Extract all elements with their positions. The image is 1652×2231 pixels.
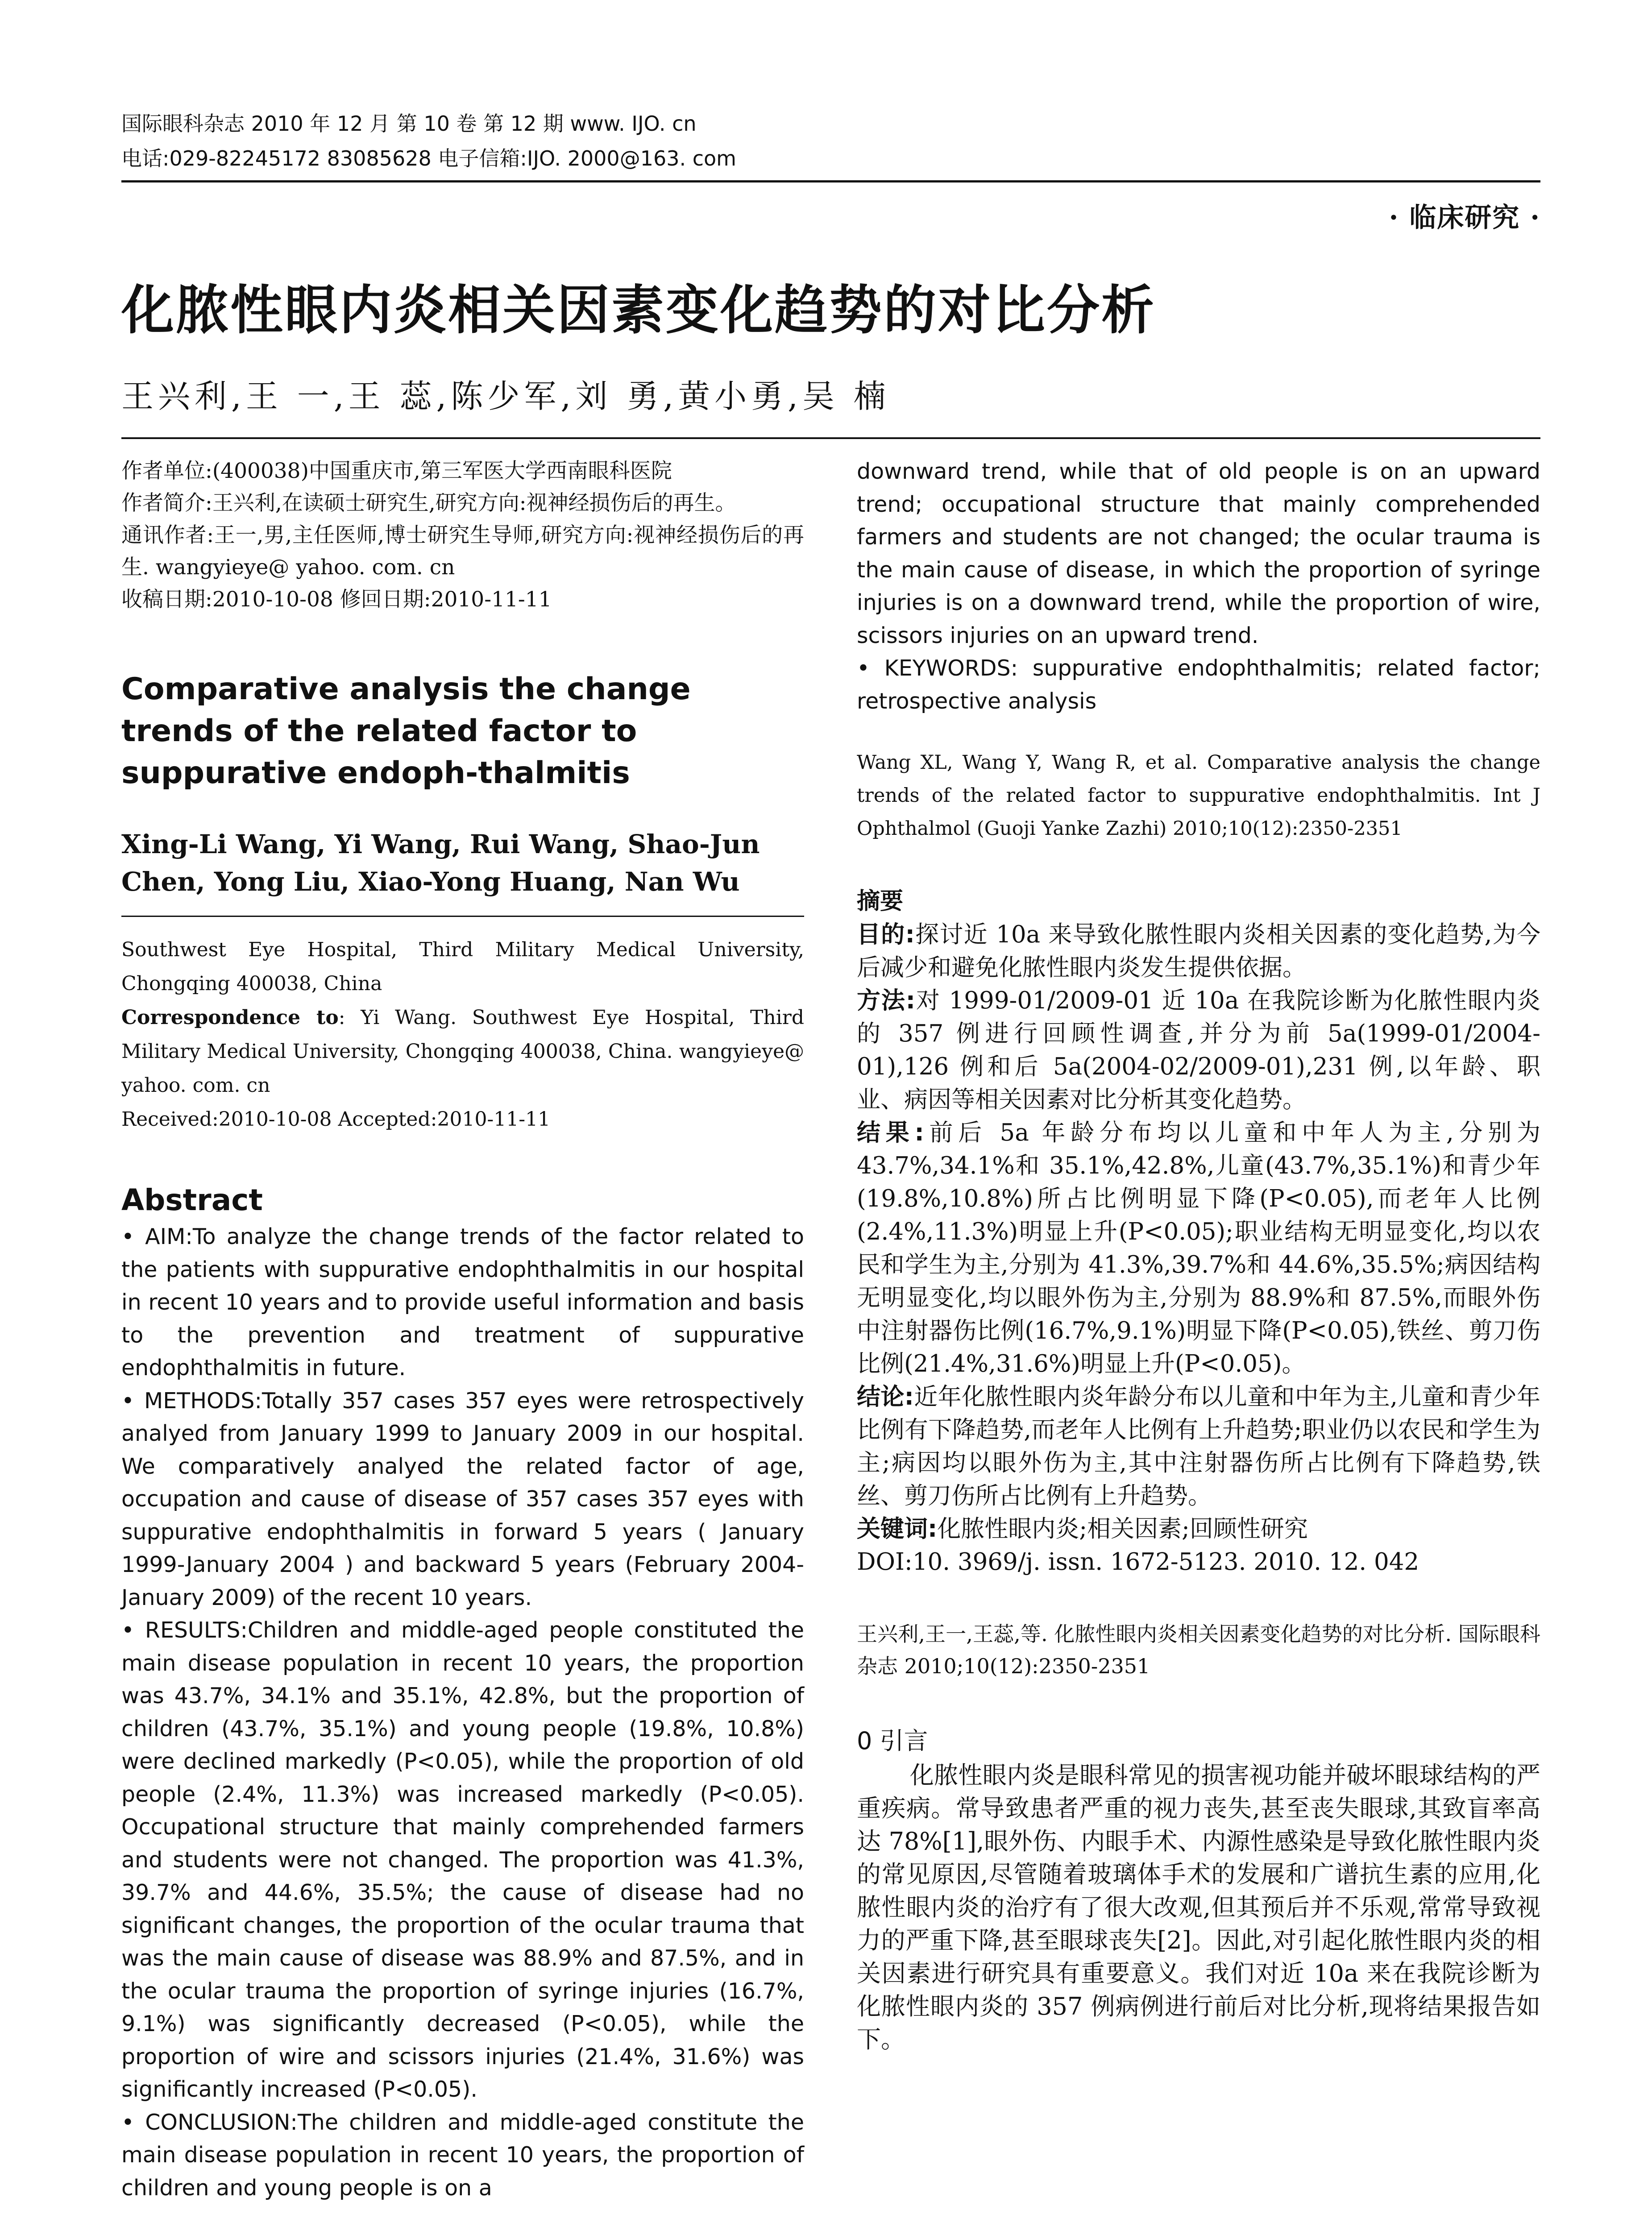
- abstract-cn-aim: [857, 918, 1540, 984]
- abstract-cn-heading: 摘要: [857, 888, 904, 915]
- author-affiliation-cn: 作者单位:(400038)中国重庆市,第三军医大学西南眼科医院: [121, 459, 672, 483]
- abstract-cn-conclusion: [857, 1381, 1540, 1513]
- article-title-en: Comparative analysis the change trends of the related factor to suppurative endoph-thalmitis: [121, 672, 691, 791]
- abstract-conclusion-continued: downward trend, while that of old people is on an upward trend; occupational structure that mainly comprehended farmers and students are not changed; the ocular trauma is the main cause of disease, in which the proportion of syringe injuries is on a downward trend, while the proportion of wire, scissors injuries on an upward trend.: [857, 459, 1540, 648]
- abstract-cn-body: [857, 918, 1540, 1579]
- abstract-en-body: [121, 1220, 804, 2204]
- abstract-methods: • METHODS:Totally 357 cases 357 eyes were retrospectively analyed from January 1999 to January 2009 in our hospital. We comparatively analyed the related factor of age, occupation and cause of disease of 357 cases 357 eyes with suppurative endophthalmitis in forward 5 years ( January 1999-January 2004 ) and backward 5 years (February 2004-January 2009) of the recent 10 years.: [121, 1388, 804, 1610]
- abstract-cn-methods: [857, 984, 1540, 1116]
- dates-cn: 收稿日期:2010-10-08 修回日期:2010-11-11: [121, 587, 552, 612]
- keywords-text-cn: 化脓性眼内炎;相关因素;回顾性研究: [937, 1515, 1308, 1543]
- authors-en: Xing-Li Wang, Yi Wang, Rui Wang, Shao-Jun Chen, Yong Liu, Xiao-Yong Huang, Nan Wu: [121, 829, 760, 897]
- corresponding-author-cn: 通讯作者:王一,男,主任医师,博士研究生导师,研究方向:视神经损伤后的再生. wangyieye@ yahoo. com. cn: [121, 523, 804, 580]
- methods-label-cn: 方法:: [857, 987, 915, 1014]
- keywords-label-cn: 关键词:: [857, 1515, 938, 1543]
- results-text-cn: 前后 5a 年龄分布均以儿童和中年人为主,分别为 43.7%,34.1%和 35.1%,42.8%,儿童(43.7%,35.1%)和青少年(19.8%,10.8%)所占比例明显下降(P<0.05),而老年人比例(2.4%,11.3%)明显上升(P<0.05);职业结构无明显变化,均以农民和学生为主,分别为 41.3%,39.7%和 44.6%,35.5%;病因结构无明显变化,均以眼外伤为主,分别为 88.9%和 87.5%,而眼外伤中注射器伤比例(16.7%,9.1%)明显下降(P<0.05),铁丝、剪刀伤比例(21.4%,31.6%)明显上升(P<0.05)。: [857, 1119, 1541, 1377]
- author-info-cn: [121, 455, 804, 616]
- aim-label-cn: 目的:: [857, 921, 915, 948]
- header-rule: [121, 180, 1540, 182]
- conclusion-text-cn: 近年化脓性眼内炎年龄分布以儿童和中年为主,儿童和青少年比例有下降趋势,而老年人比例有上升趋势;职业仍以农民和学生为主;病因均以眼外伤为主,其中注射器伤所占比例有下降趋势,铁丝、剪刀伤所占比例有上升趋势。: [857, 1383, 1540, 1509]
- affiliation-en: [121, 933, 804, 1136]
- intro-body: 化脓性眼内炎是眼科常见的损害视功能并破坏眼球结构的严重疾病。常导致患者严重的视力丧失,甚至丧失眼球,其致盲率高达 78%[1],眼外伤、内眼手术、内源性感染是导致化脓性眼内炎的常见原因,尽管随着玻璃体手术的发展和广谱抗生素的应用,化脓性眼内炎的治疗有了很大改观,但其预后并不乐观,常常导致视力的严重下降,甚至眼球丧失[2]。因此,对引起化脓性眼内炎的相关因素进行研究具有重要意义。我们对近 10a 来在我院诊断为化脓性眼内炎的 357 例病例进行前后对比分析,现将结果报告如下。: [857, 1761, 1540, 2053]
- affiliation-address: Southwest Eye Hospital, Third Military Medical University, Chongqing 400038, China: [121, 938, 804, 995]
- correspondence-label: Correspondence to: [121, 1006, 339, 1029]
- affiliation-rule: [121, 916, 804, 917]
- abstract-cn-results: [857, 1116, 1540, 1381]
- conclusion-label-cn: 结论:: [857, 1383, 914, 1410]
- correspondence-text: : Yi Wang. Southwest Eye Hospital, Third Military Medical University, Chongqing 400038, China. wangyieye@ yahoo. com. cn: [121, 1006, 805, 1097]
- author-rule: [121, 437, 1540, 439]
- journal-header-line1: 国际眼科杂志 2010 年 12 月 第 10 卷 第 12 期 www. IJO. cn: [121, 112, 697, 136]
- section-tag: · 临床研究 ·: [1389, 202, 1540, 233]
- abstract-aim: • AIM:To analyze the change trends of the factor related to the patients with suppurative endophthalmitis in our hospital in recent 10 years and to provide useful information and basis to the prevention and treatment of suppurative endophthalmitis in future.: [121, 1224, 804, 1381]
- dates-en: Received:2010-10-08 Accepted:2010-11-11: [121, 1108, 551, 1131]
- abstract-heading: Abstract: [121, 1183, 263, 1217]
- left-column: [121, 455, 804, 2204]
- intro-heading: 0 引言: [857, 1727, 928, 1755]
- abstract-cn-keywords: [857, 1513, 1540, 1546]
- abstract-keywords: • KEYWORDS: suppurative endophthalmitis; related factor; retrospective analysis: [857, 655, 1540, 714]
- abstract-en-continued: [857, 455, 1540, 717]
- citation-cn: 王兴利,王一,王蕊,等. 化脓性眼内炎相关因素变化趋势的对比分析. 国际眼科杂志 2010;10(12):2350-2351: [857, 1622, 1540, 1678]
- author-bio-cn: 作者简介:王兴利,在读硕士研究生,研究方向:视神经损伤后的再生。: [121, 491, 736, 515]
- right-column: [857, 455, 1540, 2056]
- methods-text-cn: 对 1999-01/2009-01 近 10a 在我院诊断为化脓性眼内炎的 357 例进行回顾性调查,并分为前 5a(1999-01/2004-01),126 例和后 5a(2004-02/2009-01),231 例,以年龄、职业、病因等相关因素对比分析其变化趋势。: [857, 987, 1540, 1113]
- abstract-conclusion: • CONCLUSION:The children and middle-aged constitute the main disease population in recent 10 years, the proportion of children and young people is on a: [121, 2109, 804, 2201]
- correspondence: [121, 1001, 804, 1103]
- doi: DOI:10. 3969/j. issn. 1672-5123. 2010. 12. 042: [857, 1548, 1420, 1576]
- citation-en: Wang XL, Wang Y, Wang R, et al. Comparative analysis the change trends of the related factor to suppurative endophthalmitis. Int J Ophthalmol (Guoji Yanke Zazhi) 2010;10(12):2350-2351: [857, 751, 1540, 840]
- authors-cn: 王兴利,王 一,王 蕊,陈少军,刘 勇,黄小勇,吴 楠: [121, 377, 890, 415]
- journal-header: [121, 106, 1540, 176]
- abstract-results: • RESULTS:Children and middle-aged people constituted the main disease population in recent 10 years, the proportion was 43.7%, 34.1% and 35.1%, 42.8%, but the proportion of children (43.7%, 35.1%) and young people (19.8%, 10.8%) were declined markedly (P<0.05), while the proportion of old people (2.4%, 11.3%) was increased markedly (P<0.05). Occupational structure that mainly comprehended farmers and students were not changed. The proportion was 41.3%, 39.7% and 44.6%, 35.5%; the cause of disease had no significant changes, the proportion of the ocular trauma that was the main cause of disease was 88.9% and 87.5%, and in the ocular trauma the proportion of syringe injuries (16.7%, 9.1%) was significantly decreased (P<0.05), while the proportion of wire and scissors injuries (21.4%, 31.6%) was significantly increased (P<0.05).: [121, 1617, 804, 2102]
- article-title-cn: 化脓性眼内炎相关因素变化趋势的对比分析: [121, 279, 1156, 341]
- aim-text-cn: 探讨近 10a 来导致化脓性眼内炎相关因素的变化趋势,为今后减少和避免化脓性眼内炎发生提供依据。: [857, 921, 1540, 981]
- results-label-cn: 结果:: [857, 1119, 924, 1146]
- journal-header-line2: 电话:029-82245172 83085628 电子信箱:IJO. 2000@163. com: [121, 146, 736, 170]
